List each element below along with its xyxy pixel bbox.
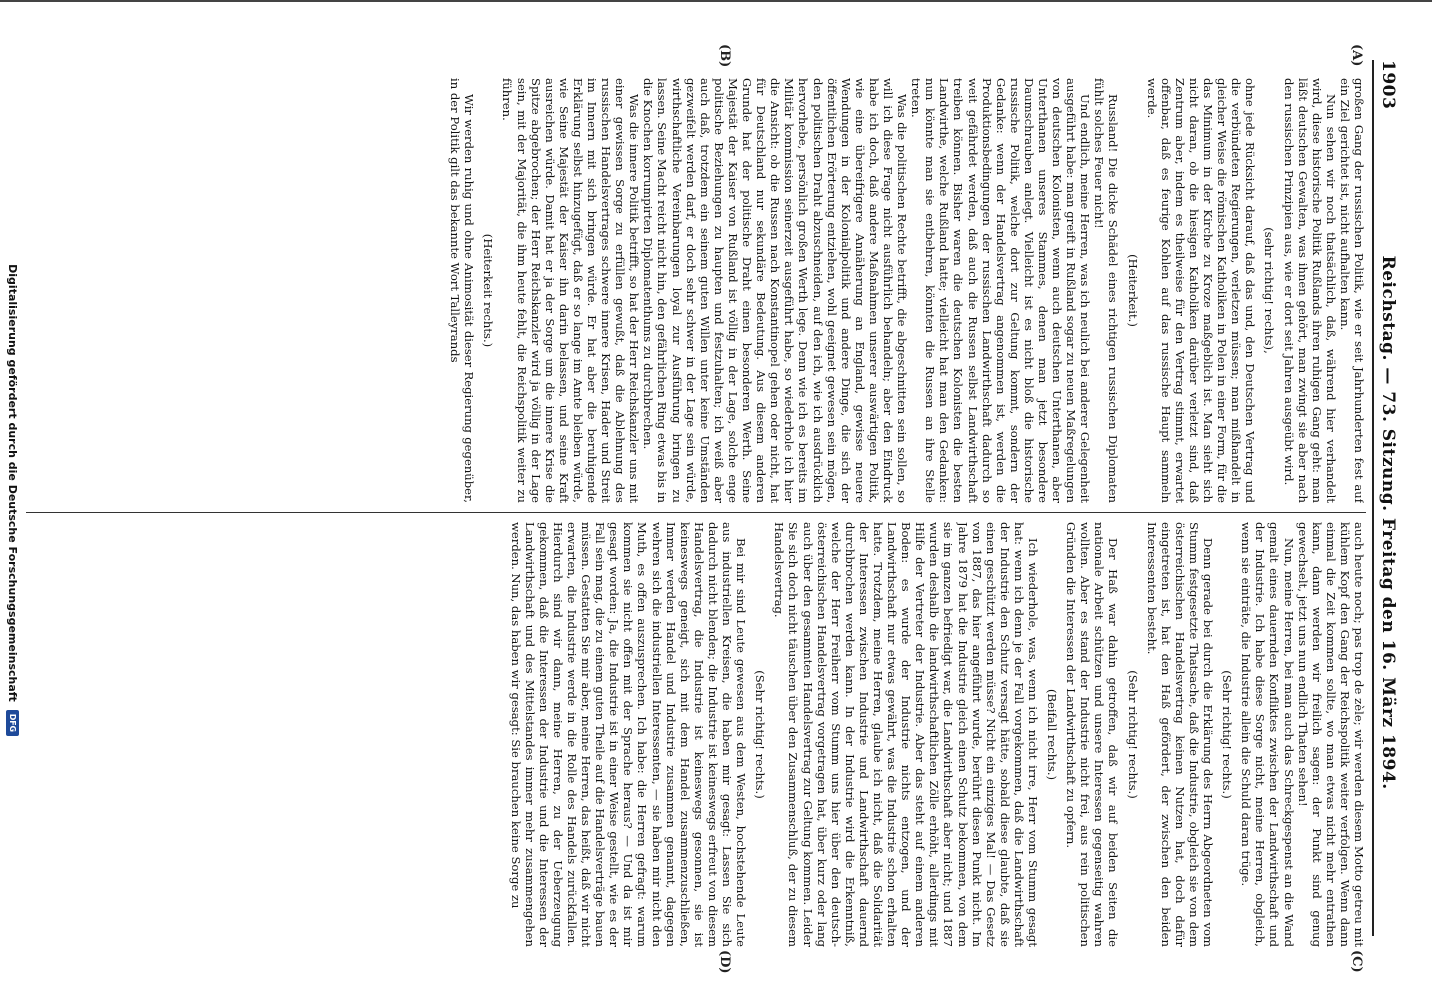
right-column — [26, 522, 1366, 947]
page-number-left: 1903 — [1378, 60, 1398, 110]
paragraph: Bei mir sind Leute gewesen aus dem Westen, hochstehende Leute aus industriellen Kreisen, die haben mir gesagt: Lassen Sie sich dadurch nicht blenden; die Industrie ist keineswegs erfreut von diesem Handelsvertrag, die Industrie ist keineswegs gesonnen, sie ist keineswegs geneigt, sich mit dem Handel zusammenzuschließen, Immer werden Handel und Industrie zusammen genannt, dagegen wehren sich die industriellen Interessenten, — sie haben mir nicht den Muth, es offen auszusprechen. Ich habe: die Herren gefragt: warum kommen sie nicht offen mit der Sprache heraus? — Und da ist mir gesagt worden: Ja, die Industrie ist in einer Weise gestellt, wie es der Fall sein mag, die zu einem guten Theile auf die Handelsverträge bauen müssen. Gestatten Sie mir aber, meine Herren, das heißt, daß wir nicht erwarten, die Industrie werde in die Rolle des Handels zurückfallen. Hierdurch sind wir dann, meine Herren, zu der Ueberzeugung gekommen, daß die Interessen der Industrie und die Interessen der Landwirthschaft und des Mittelstandes immer mehr zusammengehen werden. Nun, das haben wir gesagt: Sie brauchen keine Sorge zu — [508, 522, 749, 947]
column-rule — [26, 512, 1366, 513]
paragraph: Nun, meine Herren, bei man auch das Schreckgespenst an die Wand gemalt eines dauernden Konfliktes zwischen der Landwirthschaft und der Industrie. Ich habe diese Sorge nicht, meine Herren, obgleich, wenn sie einträte, die Industrie allein die Schuld daran trüge. — [1239, 522, 1296, 947]
paragraph: ohne jede Rücksicht darauf, daß das und, den Deutschen Vertrag und die verbündeten Regierungen, verletzen müssen; man mißhandelt in gleicher Weise die römischen Katholiken in Polen in einer Form, für die das Minimum in der Kirche zu Kroze maßgeblich ist. Man sieht sich nicht daran, ob die hiesigen Katholiken darüber verletzt sind, daß Zentrum aber, indem es theilweise für den Vertrag stimmt, erwartet offenbar, daß es feurige Kohlen auf das russische Haupt sammeln werde. — [1144, 78, 1258, 503]
interjection: (sehr richtig! rechts), — [1262, 227, 1277, 354]
left-column — [26, 78, 1366, 503]
interjection: (Sehr richtig! rechts.) — [753, 670, 768, 799]
paragraph: Was die innere Politik betrifft, so hat der Herr Reichskanzler uns mit einer gewissen Sorge zu erfüllen gewußt, daß die Ablehnung des russischen Handelsvertrages schwere innere Krisen, Hader und Streit im Innern mit sich bringen würde. Er hat aber die beruhigende Erklärung selbst hinzugefügt, daß er so lange im Amte bleiben würde, wie Seine Majestät der Kaiser ihn darin belassen, und seine Kraft ausreichen würde. Damit hat er ja der Sorge um die innere Krise die Spitze abgebrochen; der Herr Reichskanzler wird ja völlig in der Lage sein, mit der Majorität, die ihm heute fehlt, die Reichspolitik weiter zu führen. — [500, 78, 642, 503]
paragraph: Wir werden ruhig und ohne Animosität dieser Regierung gegenüber, in der Politik gilt das bekannte Wort Talleyrands — [448, 78, 477, 503]
interjection: (Sehr richtig! rechts.) — [1125, 670, 1140, 799]
page-header — [1378, 60, 1422, 936]
paragraph: Was die politischen Rechte betrifft, die abgeschnitten sein sollen, so will ich diese Frage nicht ausführlich behandeln; aber den Eindruck habe ich doch, daß andere Maßnahmen unserer auswärtigen Politik, wie eine übereifrigere Annäherung an England, gewisse neuere Wendungen in der Kolonialpolitik und andere Dinge, die sich der öffentlichen Erörterung entziehen, wohl geeignet gewesen sein mögen, den politischen Draht abzuschneiden, auf den ich, wie ich ausdrücklich hervorhebe, persönlich großen Werth lege. Denn wie ich es bereits im Militär kommission seinerzeit ausgeführt habe, so wiederhole ich hier die Ansicht: ob die Russen nach Konstantinopel gehen oder nicht, hat für Deutschland nur sekundäre Bedeutung. Aus diesem anderen Grunde hat der politische Draht einen besonderen Werth. Seine Majestät der Kaiser von Rußland ist völlig in der Lage, solche enge politische Beziehungen zu haupten und festzuhalten; ich weiß aber auch daß, trotzdem ein seinem guten Willen unter keine Umständen gezweifelt werden darf, er doch sehr schwer in der Lage sein würde, wirthschaftliche Vereinbarungen loyal zur Ausführung bringen zu lassen. Seine Macht reicht nicht hin, den gefährlichen Ring etwas bis in die Knochen korrumpirten Diplomatenthums zu durchbrechen. — [641, 78, 910, 503]
paragraph: Russland! Die dicke Schädel eines richtigen russischen Diplomaten fühlt solches Feuer nicht! — [1092, 78, 1121, 503]
interjection: (Heiterkeit rechts.) — [481, 233, 496, 348]
paragraph: Ich wiederhole, was, wenn ich nicht irre, Herr vom Stumm gesagt hat: wenn ich denn je der Fall vorgekommen, daß die Landwirthschaft der Industrie den Schutz versagt hätte, sobald diese glaubte, daß sie einen geschützt werden müsse? Nicht ein einziges Mal! — Das Gesetz von 1887, das hier angeführt wurde, berührt diesen Punkt nicht. Im Jahre 1879 hat die Industrie gleich einen Schutz bekommen, von dem sie im ganzen befriedigt war, die Landwirthschaft aber nicht; und 1887 wurden deshalb die landwirthschaftlichen Zölle erhöht, allerdings mit Hilfe der Vertreter der Industrie. Aber das steht auf einem anderen Boden: es wurde der Industrie nichts entzogen, und der Landwirthschaft nur etwas gewährt, was die Industrie schon erhalten hatte. Trotzdem, meine Herren, glaube ich nicht, daß die Solidarität der Interessen zwischen Industrie und Landwirthschaft dauernd durchbrochen werden kann. In der Industrie wird die Erkenntniß, welche der Herr Freiherr vom Stumm uns hier über den deutsch-österreichischen Handelsvertrag vorgetragen hat, über kurz oder lang auch über den gesammten Handelsvertrag zur Geltung kommen. Leider Sie sich doch nicht täuschen über den Zusammenschluß, der zu diesem Handelsvertrag. — [772, 522, 1041, 947]
margin-mark-d: (D) — [717, 950, 732, 974]
interjection: (Sehr richtig! rechts.) — [1220, 670, 1235, 799]
paragraph: Der Haß war dahin getroffen, daß wir auf beiden Seiten die nationale Arbeit schützen und unsere Interessen gegenseitig wahren wollten. Aber es stand der Industrie nicht frei, aus rein politischen Gründen die Interessen der Landwirthschaft zu opfern. — [1064, 522, 1121, 947]
margin-mark-c: (C) — [1349, 950, 1364, 973]
footer-text: Digitalisierung gefördert durch die Deutsche Forschungsgemeinschaft — [6, 264, 20, 702]
margin-mark-a: (A) — [1349, 44, 1364, 67]
running-title: Reichstag. — 73. Sitzung. Freitag den 16. März 1894. — [1378, 255, 1398, 790]
header-rule — [1372, 60, 1374, 936]
margin-mark-b: (B) — [717, 44, 732, 68]
paragraph: auch heute noch; pas trop de zèle; wir werden diesem Motto getreu mit kühlem Kopf den Gang der Reichspolitik weiter verfolgen. Wenn dann einmal die Zeit kommen sollte, wo man etwas nicht mehr entrathen kann, dann werden wir freilich sagen: der Punkt sind genug gewechselt, jetzt uns nun endlich Thaten sehen! — [1295, 522, 1366, 947]
interjection: (Heiterkeit.) — [1125, 254, 1140, 327]
paragraph: großen Gang der russischen Politik, wie er seit Jahrhunderten fest auf ein Ziel gerichtet ist, nicht aufhalten kann. — [1337, 78, 1366, 503]
paragraph: Und endlich, meine Herren, was ich neulich bei anderer Gelegenheit ausgeführt habe: man greift in Rußland sogar zu neuen Maßregelungen von deutschen Kolonisten, wenn auch deutschen Unterthanen, aber Unterthanen unseres Stammes, denen man jetzt besondere Daumschrauben anlegt. Vielleicht ist es nicht bloß die historische russische Politik, welche dort zur Geltung kommt, sondern der Gedanke: wenn der Handelsvertrag angenommen ist, werden die Produktionsbedingungen der russischen Landwirthschaft dadurch so weit gefährdet werden, daß auch die Russen selbst Landwirthschaft treiben können. Bisher waren die deutschen Kolonisten die besten Landwirthe, welche Rußland hatte; vielleicht hat man den Gedanken: nun könnte man sie entbehren, könnten die Russen an ihre Stelle treten. — [909, 78, 1093, 503]
paragraph: Denn gerade bei durch die Erklärung des Herrn Abgeordneten vom Stumm festgesetzte Thatsache, daß die Industrie, obgleich sie von dem österreichischen Handelsvertrag keinen Nutzen hat, doch dafür eingetreten ist, hat den Haß gefördert, der zwischen den beiden Interessenten besteht. — [1144, 522, 1216, 947]
page-edge — [0, 0, 1432, 2]
digitization-footer — [0, 0, 26, 1000]
interjection: (Beifall rechts.) — [1045, 688, 1060, 781]
dfg-logo-icon: DFG — [7, 710, 20, 736]
paragraph: Nun sehen wir noch thatsächlich, daß, während hier verhandelt wird, diese historische Politik Rußlands ihren ruhigen Gang geht: man läßt deutschen Gewalten, was ihnen gehört, man zwingt sie aber nach den russischen Prinzipien aus, wie er dort seit Jahren ausgeübt wird. — [1281, 78, 1338, 503]
